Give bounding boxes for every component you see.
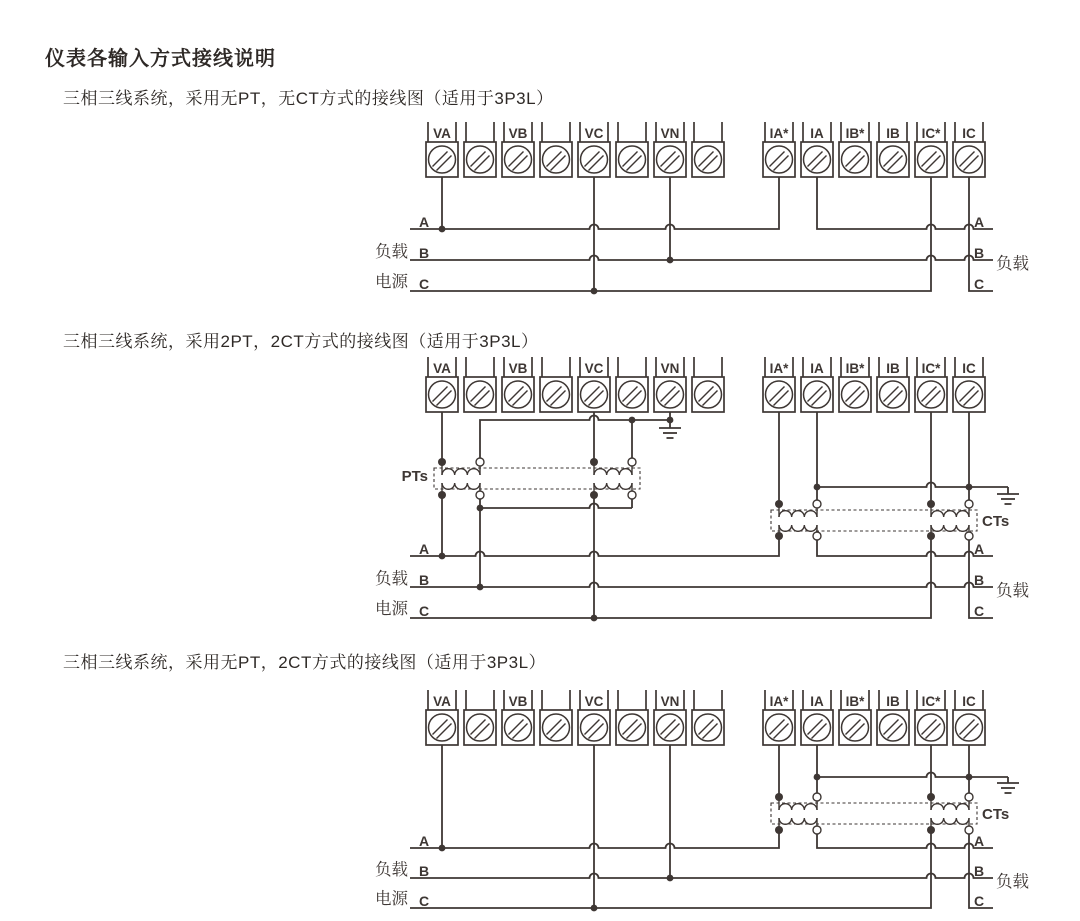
phase-letter-right-c: C [973, 603, 985, 619]
terminal [426, 122, 458, 177]
left-source-label: 电源 [375, 273, 408, 291]
terminal [654, 122, 686, 177]
terminal-label: IC [962, 126, 976, 141]
terminal-label: VA [433, 361, 451, 376]
junction-dot [439, 845, 446, 852]
transformer-winding [442, 469, 480, 475]
terminal [839, 357, 871, 412]
transformer-winding [779, 525, 817, 531]
terminal-screw-box [464, 710, 496, 745]
terminal-screw-box [953, 710, 985, 745]
terminal-blank [616, 357, 648, 412]
terminal-label: VC [584, 126, 604, 141]
terminal-label: VC [584, 361, 604, 376]
terminal-screw-box [654, 710, 686, 745]
terminal-label: VC [584, 694, 604, 709]
terminal-screw-box [540, 142, 572, 177]
winding-terminal-dot [927, 793, 935, 801]
terminal-blank [540, 690, 572, 745]
winding-terminal-dot [927, 826, 935, 834]
terminal-screw-box [877, 710, 909, 745]
junction-dot [966, 484, 973, 491]
terminal-label: IA* [769, 126, 789, 141]
junction-dot [477, 505, 484, 512]
junction-dot [667, 257, 674, 264]
winding-polarity-circle [628, 458, 636, 466]
winding-polarity-circle [965, 500, 973, 508]
ct-secondary-bus [817, 483, 1008, 488]
terminal [877, 690, 909, 745]
terminal-label: VN [660, 126, 680, 141]
transformer-winding [779, 804, 817, 810]
terminal [801, 357, 833, 412]
terminal [502, 357, 534, 412]
terminal [915, 690, 947, 745]
phase-line-c-left [410, 536, 931, 618]
terminal-label: IC [962, 694, 976, 709]
terminal-blank [464, 690, 496, 745]
terminal [953, 122, 985, 177]
winding-polarity-circle [628, 491, 636, 499]
terminal-blank [616, 122, 648, 177]
phase-letter-left-c: C [418, 893, 430, 909]
winding-terminal-dot [927, 532, 935, 540]
terminal-screw-box [426, 377, 458, 412]
terminal [915, 122, 947, 177]
phase-line-b [410, 256, 993, 261]
winding-terminal-dot [590, 491, 598, 499]
winding-polarity-circle [965, 826, 973, 834]
winding-polarity-circle [813, 500, 821, 508]
junction-dot [591, 288, 598, 295]
terminal-screw-box [692, 142, 724, 177]
winding-terminal-dot [927, 500, 935, 508]
pt-dashed-box [434, 468, 640, 489]
terminal-label: IB [886, 126, 900, 141]
terminal-screw-box [801, 710, 833, 745]
ct-dashed-box [771, 510, 977, 531]
terminal-screw-box [877, 377, 909, 412]
terminal-screw-box [915, 142, 947, 177]
terminal-label: VB [508, 361, 528, 376]
terminal-screw-box [502, 710, 534, 745]
terminal [654, 690, 686, 745]
terminal-label: IC* [921, 694, 941, 709]
junction-dot [591, 905, 598, 912]
terminal-label: IC* [921, 361, 941, 376]
terminal [877, 122, 909, 177]
phase-line-a-right [817, 177, 993, 229]
winding-terminal-dot [590, 458, 598, 466]
terminal-screw-box [877, 142, 909, 177]
terminal-label: VB [508, 126, 528, 141]
phase-letter-right-b: B [973, 572, 985, 588]
terminal-label: IB* [845, 126, 865, 141]
terminal-blank [464, 357, 496, 412]
phase-line-c-right [969, 177, 993, 291]
terminal-screw-box [801, 142, 833, 177]
transformer-winding [931, 818, 969, 824]
phase-letter-left-c: C [418, 276, 430, 292]
terminal-blank [692, 690, 724, 745]
phase-letter-left-b: B [418, 863, 430, 879]
terminal [801, 690, 833, 745]
terminal [763, 122, 795, 177]
terminal-screw-box [502, 377, 534, 412]
ct-group-label: CTs [982, 513, 1010, 530]
transformer-winding [594, 483, 632, 489]
terminal-screw-box [839, 377, 871, 412]
terminal-label: VA [433, 694, 451, 709]
terminal-screw-box [616, 377, 648, 412]
terminal-screw-box [540, 710, 572, 745]
terminal-blank [540, 357, 572, 412]
terminal-label: IA* [769, 361, 789, 376]
pt-secondary-bus [480, 416, 670, 463]
phase-letter-left-a: A [418, 214, 430, 230]
page-title: 仪表各输入方式接线说明 [45, 48, 276, 70]
terminal-label: VB [508, 694, 528, 709]
phase-letter-left-b: B [418, 572, 430, 588]
winding-terminal-dot [775, 793, 783, 801]
terminal [578, 357, 610, 412]
junction-dot [814, 774, 821, 781]
phase-letter-left-b: B [418, 245, 430, 261]
diagram-2-subtitle: 三相三线系统，采用2PT，2CT方式的接线图（适用于3P3L） [63, 332, 539, 351]
junction-dot [591, 615, 598, 622]
terminal-screw-box [763, 142, 795, 177]
terminal-screw-box [953, 377, 985, 412]
terminal [502, 122, 534, 177]
junction-dot [814, 484, 821, 491]
right-load-label: 负载 [996, 582, 1029, 600]
junction-dot [439, 553, 446, 560]
winding-polarity-circle [813, 532, 821, 540]
transformer-winding [779, 511, 817, 517]
terminal-blank [692, 357, 724, 412]
phase-letter-right-a: A [973, 541, 985, 557]
terminal-screw-box [578, 142, 610, 177]
terminal-screw-box [502, 142, 534, 177]
terminal [839, 122, 871, 177]
terminal-screw-box [839, 142, 871, 177]
transformer-winding [931, 804, 969, 810]
winding-polarity-circle [813, 793, 821, 801]
terminal-blank [464, 122, 496, 177]
pt-primary-bus [480, 504, 632, 508]
terminal-blank [692, 122, 724, 177]
terminal-label: IA [810, 694, 824, 709]
winding-terminal-dot [438, 491, 446, 499]
winding-terminal-dot [775, 500, 783, 508]
left-source-label: 电源 [375, 890, 408, 908]
winding-polarity-circle [813, 826, 821, 834]
left-load-label: 负载 [375, 570, 408, 588]
terminal-label: IB* [845, 694, 865, 709]
terminal-screw-box [763, 377, 795, 412]
diagram-1-subtitle: 三相三线系统，采用无PT，无CT方式的接线图（适用于3P3L） [63, 89, 554, 108]
junction-dot [667, 875, 674, 882]
winding-polarity-circle [965, 532, 973, 540]
winding-terminal-dot [775, 532, 783, 540]
terminal-screw-box [763, 710, 795, 745]
terminal-label: IB [886, 694, 900, 709]
terminal-screw-box [426, 710, 458, 745]
phase-letter-left-c: C [418, 603, 430, 619]
junction-dot [629, 417, 636, 424]
winding-terminal-dot [775, 826, 783, 834]
terminal-screw-box [578, 710, 610, 745]
junction-dot [439, 226, 446, 233]
junction-dot [966, 774, 973, 781]
terminal-screw-box [839, 710, 871, 745]
terminal-screw-box [692, 710, 724, 745]
terminal-blank [540, 122, 572, 177]
terminal [877, 357, 909, 412]
terminal-label: IC* [921, 126, 941, 141]
transformer-winding [594, 469, 632, 475]
terminal [763, 357, 795, 412]
terminal-label: IA [810, 361, 824, 376]
terminal [426, 690, 458, 745]
terminal [578, 690, 610, 745]
phase-letter-right-b: B [973, 863, 985, 879]
phase-letter-left-a: A [418, 541, 430, 557]
diagram-3 [375, 690, 1030, 911]
terminal-screw-box [616, 142, 648, 177]
diagram-2 [375, 357, 1030, 621]
transformer-winding [442, 483, 480, 489]
terminal [801, 122, 833, 177]
terminal-screw-box [540, 377, 572, 412]
right-load-label: 负载 [996, 255, 1029, 273]
left-load-label: 负载 [375, 861, 408, 879]
ct-secondary-bus [817, 773, 1008, 778]
terminal [915, 357, 947, 412]
terminal-label: IB* [845, 361, 865, 376]
terminal-screw-box [464, 377, 496, 412]
terminal-label: IA [810, 126, 824, 141]
terminal-screw-box [616, 710, 648, 745]
phase-letter-right-a: A [973, 833, 985, 849]
winding-terminal-dot [438, 458, 446, 466]
terminal-screw-box [654, 142, 686, 177]
terminal [953, 357, 985, 412]
junction-dot [477, 584, 484, 591]
terminal-screw-box [654, 377, 686, 412]
terminal-label: IA* [769, 694, 789, 709]
terminal [578, 122, 610, 177]
terminal-label: VA [433, 126, 451, 141]
terminal [502, 690, 534, 745]
terminal-screw-box [692, 377, 724, 412]
diagram-3-subtitle: 三相三线系统，采用无PT，2CT方式的接线图（适用于3P3L） [63, 653, 547, 672]
phase-letter-left-a: A [418, 833, 430, 849]
left-load-label: 负载 [375, 243, 408, 261]
transformer-winding [779, 818, 817, 824]
terminal-screw-box [578, 377, 610, 412]
terminal-screw-box [801, 377, 833, 412]
ct-group-label: CTs [982, 806, 1010, 823]
terminal [763, 690, 795, 745]
terminal-label: IB [886, 361, 900, 376]
winding-polarity-circle [476, 491, 484, 499]
terminal [654, 357, 686, 412]
terminal-label: VN [660, 694, 680, 709]
terminal [839, 690, 871, 745]
diagram-1 [375, 122, 1030, 294]
terminal-label: IC [962, 361, 976, 376]
terminal-screw-box [953, 142, 985, 177]
phase-letter-right-a: A [973, 214, 985, 230]
ct-dashed-box [771, 803, 977, 824]
transformer-winding [931, 511, 969, 517]
right-load-label: 负载 [996, 873, 1029, 891]
terminal-screw-box [464, 142, 496, 177]
phase-letter-right-c: C [973, 893, 985, 909]
terminal [953, 690, 985, 745]
phase-line-b [410, 874, 993, 879]
terminal-screw-box [426, 142, 458, 177]
phase-letter-right-c: C [973, 276, 985, 292]
terminal-screw-box [915, 377, 947, 412]
terminal-label: VN [660, 361, 680, 376]
junction-dot [667, 417, 674, 424]
terminal-screw-box [915, 710, 947, 745]
left-source-label: 电源 [375, 600, 408, 618]
terminal-blank [616, 690, 648, 745]
transformer-winding [931, 525, 969, 531]
winding-polarity-circle [476, 458, 484, 466]
pt-group-label: PTs [401, 468, 428, 485]
phase-line-b [410, 583, 993, 588]
terminal [426, 357, 458, 412]
phase-letter-right-b: B [973, 245, 985, 261]
winding-polarity-circle [965, 793, 973, 801]
